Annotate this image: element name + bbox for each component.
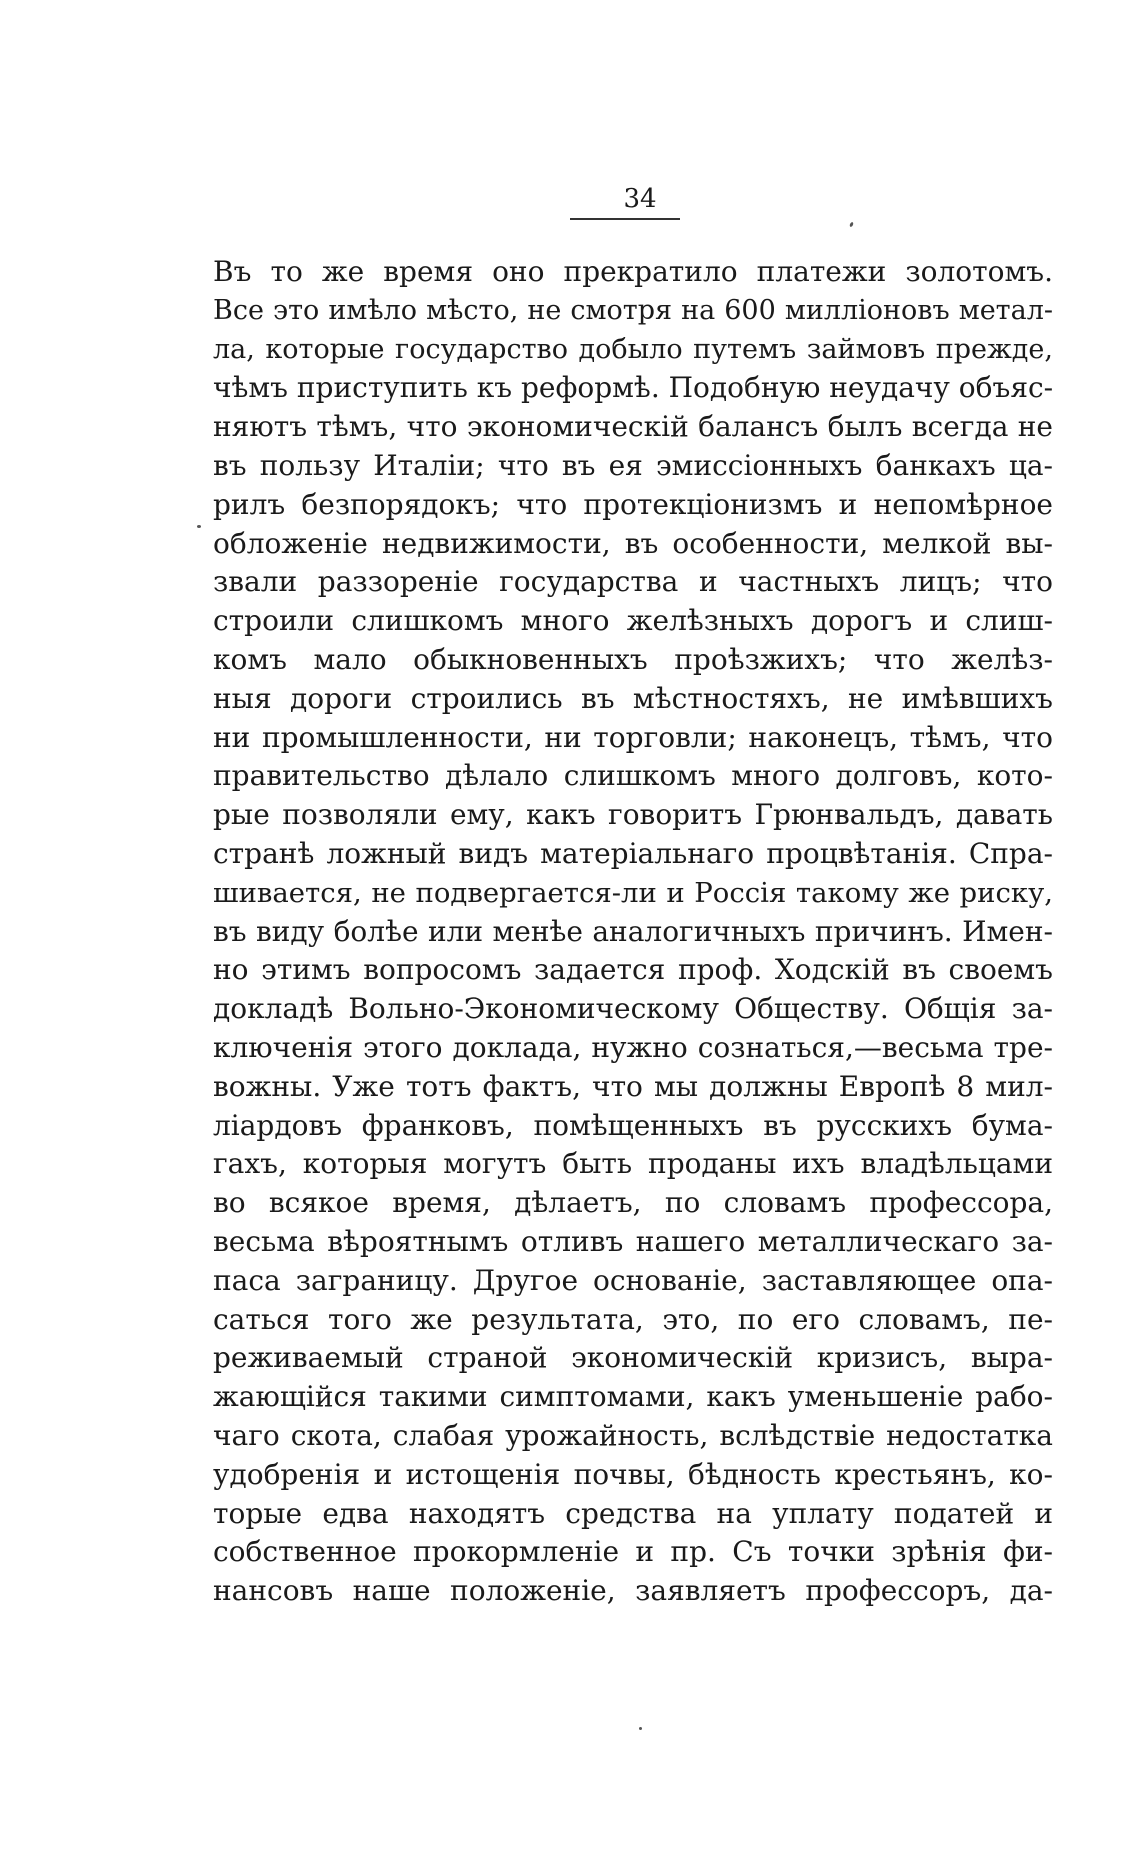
text-line: докладѣ Вольно-Экономическому Обществу. Общія за- xyxy=(213,992,1053,1026)
text-line: чаго скота, слабая урожайность, вслѣдствіе недостатка xyxy=(213,1418,1053,1452)
text-line: Все это имѣло мѣсто, не смотря на 600 милліоновъ метал- xyxy=(213,294,1053,326)
scan-speck xyxy=(849,222,854,228)
scan-speck xyxy=(639,1727,642,1730)
text-line: гахъ, которыя могутъ быть проданы ихъ владѣльцами xyxy=(213,1147,1053,1181)
text-line: правительство дѣлало слишкомъ много долговъ, кото- xyxy=(213,759,1053,793)
text-line: во всякое время, дѣлаетъ, по словамъ профессора, xyxy=(213,1186,1053,1220)
text-line: ліардовъ франковъ, помѣщенныхъ въ русскихъ бума- xyxy=(213,1108,1053,1142)
text-line: няютъ тѣмъ, что экономическій балансъ былъ всегда не xyxy=(213,410,1053,444)
text-line: звали раззореніе государства и частныхъ лицъ; что xyxy=(213,565,1053,599)
text-line: строили слишкомъ много желѣзныхъ дорогъ и слиш- xyxy=(213,604,1053,638)
text-line: но этимъ вопросомъ задается проф. Ходскій въ своемъ xyxy=(213,953,1053,987)
text-line: ла, которые государство добыло путемъ займовъ прежде, xyxy=(213,333,1053,365)
text-line: паса заграницу. Другое основаніе, заставляющее опа- xyxy=(213,1263,1053,1297)
text-line: ныя дороги строились въ мѣстностяхъ, не имѣвшихъ xyxy=(213,681,1053,715)
page-number: 34 xyxy=(623,184,657,214)
text-line: въ пользу Италіи; что въ ея эмиссіонныхъ банкахъ ца- xyxy=(213,448,1053,482)
text-line: жающійся такими симптомами, какъ уменьшеніе рабо- xyxy=(213,1380,1053,1414)
text-line: торые едва находятъ средства на уплату податей и xyxy=(213,1496,1053,1530)
text-line: нансовъ наше положеніе, заявляетъ профессоръ, да- xyxy=(213,1574,1053,1608)
text-line: ни промышленности, ни торговли; наконецъ, тѣмъ, что xyxy=(213,720,1053,754)
text-line: чѣмъ приступить къ реформѣ. Подобную неудачу объяс- xyxy=(213,371,1053,405)
text-line: весьма вѣроятнымъ отливъ нашего металлическаго за- xyxy=(213,1224,1053,1258)
text-line: реживаемый страной экономическій кризисъ, выра- xyxy=(213,1341,1053,1375)
body-text xyxy=(213,253,1053,1611)
text-line: въ виду болѣе или менѣе аналогичныхъ причинъ. Имен- xyxy=(213,914,1053,948)
text-line: собственное прокормленіе и пр. Съ точки зрѣнія фи- xyxy=(213,1535,1053,1569)
text-line: саться того же результата, это, по его словамъ, пе- xyxy=(213,1302,1053,1336)
text-line: рилъ безпорядокъ; что протекціонизмъ и непомѣрное xyxy=(213,487,1053,521)
text-line: обложеніе недвижимости, въ особенности, мелкой вы- xyxy=(213,526,1053,560)
text-line: ключенія этого доклада, нужно сознаться,—весьма тре- xyxy=(213,1030,1053,1064)
text-line: удобренія и истощенія почвы, бѣдность крестьянъ, ко- xyxy=(213,1457,1053,1491)
scan-speck xyxy=(197,525,201,528)
header-rule xyxy=(570,218,680,220)
text-line: вожны. Уже тотъ фактъ, что мы должны Европѣ 8 мил- xyxy=(213,1069,1053,1103)
text-line: странѣ ложный видъ матеріальнаго процвѣтанія. Спра- xyxy=(213,836,1053,870)
text-line: шивается, не подвергается-ли и Россія такому же риску, xyxy=(213,876,1053,909)
text-line: Въ то же время оно прекратило платежи золотомъ. xyxy=(213,255,1053,288)
text-line: комъ мало обыкновенныхъ проѣзжихъ; что желѣз- xyxy=(213,642,1053,676)
text-line: рые позволяли ему, какъ говоритъ Грюнвальдъ, давать xyxy=(213,798,1053,832)
